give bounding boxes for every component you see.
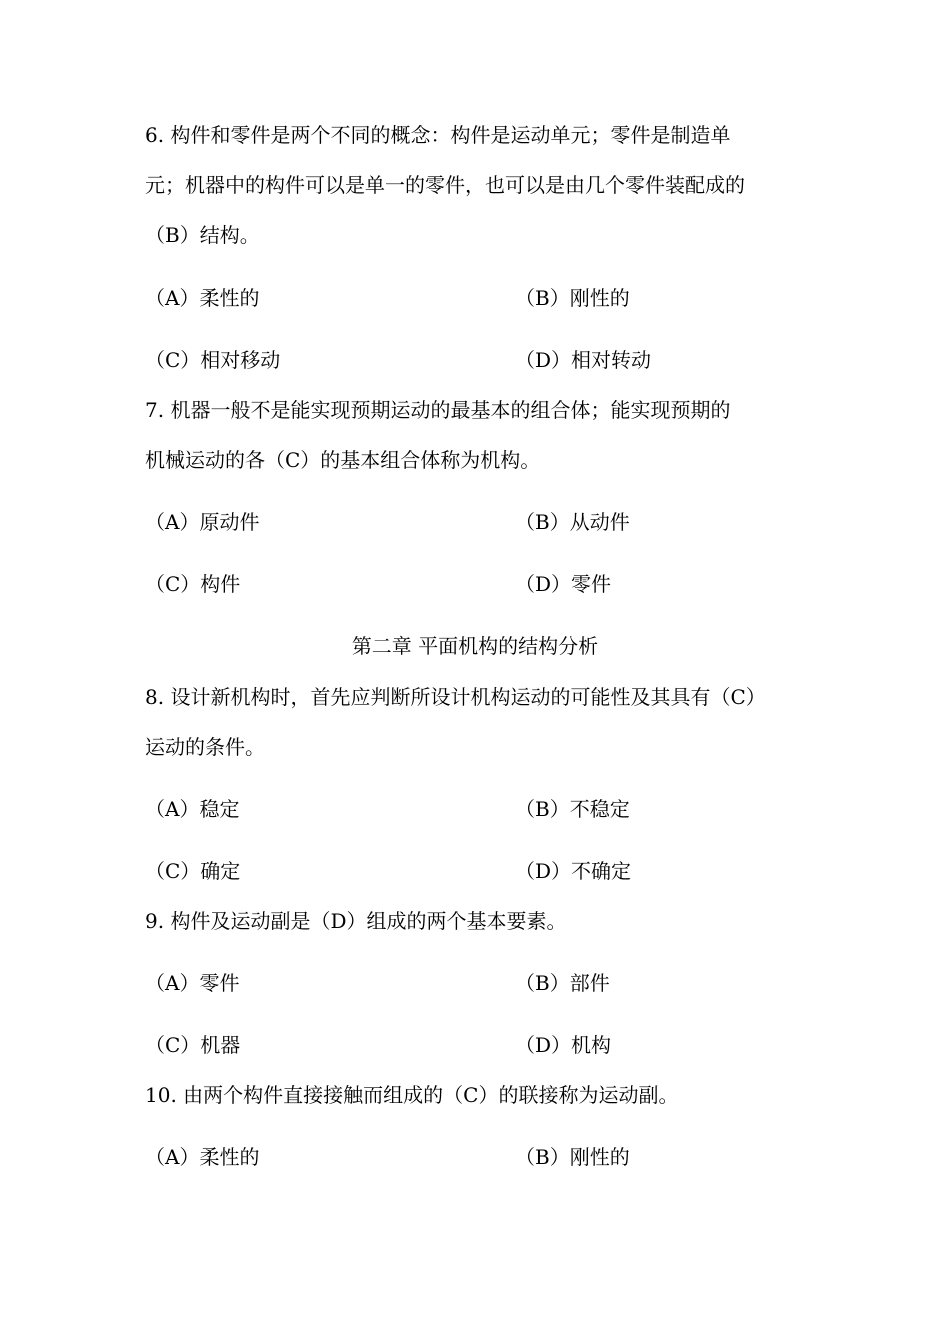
q6-option-a: （A）柔性的 xyxy=(145,286,260,310)
q6-line-3: （B）结构。 xyxy=(145,223,260,247)
q7-option-b: （B）从动件 xyxy=(515,510,630,534)
q10-line-1: 10. 由两个构件直接接触而组成的（C）的联接称为运动副。 xyxy=(145,1083,679,1107)
q8-option-b: （B）不稳定 xyxy=(515,797,630,821)
q10-option-a: （A）柔性的 xyxy=(145,1145,260,1169)
q8-line-1: 8. 设计新机构时，首先应判断所设计机构运动的可能性及其具有（C） xyxy=(145,685,766,709)
chapter-title: 第二章 平面机构的结构分析 xyxy=(351,634,599,658)
q9-option-c: （C）机器 xyxy=(145,1033,241,1057)
q7-option-d: （D）零件 xyxy=(515,572,612,596)
q6-option-b: （B）刚性的 xyxy=(515,286,630,310)
q8-option-c: （C）确定 xyxy=(145,859,241,883)
q9-option-b: （B）部件 xyxy=(515,971,610,995)
q10-option-b: （B）刚性的 xyxy=(515,1145,630,1169)
q6-line-1: 6. 构件和零件是两个不同的概念：构件是运动单元；零件是制造单 xyxy=(145,123,731,147)
q7-line-2: 机械运动的各（C）的基本组合体称为机构。 xyxy=(145,448,541,472)
q6-option-c: （C）相对移动 xyxy=(145,348,281,372)
q6-line-2: 元；机器中的构件可以是单一的零件，也可以是由几个零件装配成的 xyxy=(145,173,745,197)
q7-line-1: 7. 机器一般不是能实现预期运动的最基本的组合体；能实现预期的 xyxy=(145,398,731,422)
q8-option-a: （A）稳定 xyxy=(145,797,240,821)
q9-option-d: （D）机构 xyxy=(515,1033,612,1057)
q6-option-d: （D）相对转动 xyxy=(515,348,652,372)
q9-option-a: （A）零件 xyxy=(145,971,240,995)
q7-option-c: （C）构件 xyxy=(145,572,241,596)
q8-option-d: （D）不确定 xyxy=(515,859,632,883)
q8-line-2: 运动的条件。 xyxy=(145,735,265,759)
q7-option-a: （A）原动件 xyxy=(145,510,260,534)
q9-line-1: 9. 构件及运动副是（D）组成的两个基本要素。 xyxy=(145,909,567,933)
